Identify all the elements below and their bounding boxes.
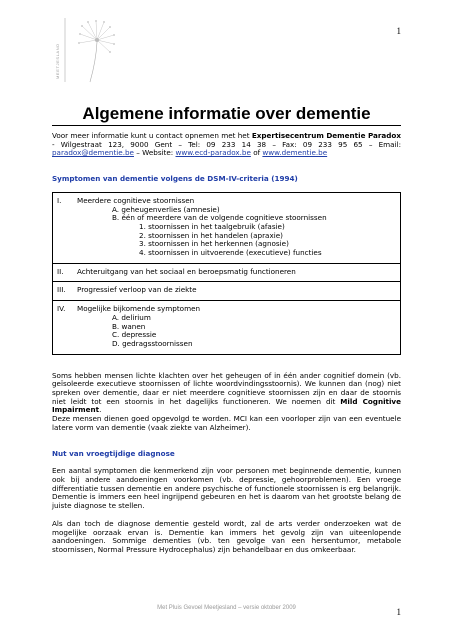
diagnosis-heading: Nut van vroegtijdige diagnose [52,448,175,458]
diagnosis-paragraph-1: Een aantal symptomen die kenmerkend zijn voor personen met beginnende dementie, kunnen ook bij andere aandoeningen voorkomen (vb. depressie, gehoorproblemen). Een vroege differentiatie tussen dementie en andere psychische of functionele stoornissen is erg belangrijk. Dementie is immers een heel ingrijpend gebeuren en het is daarom van het grootste belang de juiste diagnose te stellen. [52,466,401,511]
criteria-item: B. één of meerdere van de volgende cognitieve stoornissen [112,213,327,223]
page-number-bottom: 1 [396,607,401,617]
contact-org: Expertisecentrum Dementie Paradox [251,131,401,140]
criteria-item: B. wanen [112,321,146,331]
svg-text:MEETJESLAND: MEETJESLAND [55,43,60,79]
title-block [52,104,401,126]
page-title: Algemene informatie over dementie [82,104,371,123]
email-link[interactable]: paradox@dementie.be [52,148,134,158]
criteria-item: D. gedragsstoornissen [112,338,193,348]
logo-text [52,18,64,80]
criteria-subitem: 3. stoornissen in het herkennen (agnosie) [139,239,289,249]
criteria-item: C. depressie [112,330,157,340]
criteria-subitem: 1. stoornissen in het taalgebruik (afasie) [139,221,285,231]
criteria-subitem: 2. stoornissen in het handelen (apraxie) [139,230,283,240]
title-divider [52,125,401,126]
mci-followup-paragraph: Deze mensen dienen goed opgevolgd te worden. MCI kan een voorloper zijn van een eventuele latere vorm van dementie (vaak ziekte van Alzheimer). [52,414,401,432]
mci-term: Mild Cognitive Impairment [52,396,401,415]
mci-paragraph: Soms hebben mensen lichte klachten over het geheugen of in één ander cognitief domein (vb. geïsoleerde executieve stoornissen of lichte woordvindingsstoornis). We kunnen dan (nog) niet spreken over dementie, daar er niet meerdere cognitieve stoornissen zijn en daar de stoornis niet leidt tot een stoornis in het dagelijks functioneren. We noemen dit Mild Cognitive Impairment. [52,370,401,415]
criteria-item: A. delirium [112,312,151,322]
website-link-paradox[interactable]: www.ecd-paradox.be [175,148,251,158]
criteria-row: I. Meerdere cognitieve stoornissen A. geheugenverlies (amnesie) B. één of meerdere van de volgende cognitieve stoornissen 1. stoornissen in het taalgebruik (afasie) 2. stoornissen in het handelen (apraxie) 3. stoornissen in het herkennen (agnosie) 4. stoornissen in uitvoerende (executieve) functies [53,192,401,263]
criteria-subitem: 4. stoornissen in uitvoerende (executieve) functies [139,248,322,258]
criteria-heading: Symptomen van dementie volgens de DSM-IV-criteria (1994) [52,174,298,184]
diagnosis-paragraph-2: Als dan toch de diagnose dementie gesteld wordt, zal de arts verder onderzoeken wat de mogelijke oorzaak ervan is. Dementie kan immers het gevolg zijn van uiteenlopende aandoeningen. Sommige dementies (vb. ten gevolge van een hersentumor, metabole stoornissen, Normal Pressure Hydrocephalus) zijn behandelbaar en dus omkeerbaar. [52,518,401,554]
criteria-row: II. Achteruitgang van het sociaal en beroepsmatig functioneren [53,263,401,282]
page-number-top: 1 [396,26,401,36]
document-body [52,132,401,555]
contact-paragraph: Voor meer informatie kunt u contact opnemen met het Expertisecentrum Dementie Paradox - Wilgestraat 123, 9000 Gent – Tel: 09 233 14 38 – Fax: 09 233 95 65 – Email: paradox@dementie.be – Website: www.ecd-paradox.be of www.dementie.be [52,131,401,158]
criteria-table [52,192,401,355]
page-footer: Met Pluis Gevoel Meetjesland – versie oktober 2009 [157,605,296,611]
website-link-dementie[interactable]: www.dementie.be [262,148,328,158]
criteria-row: III. Progressief verloop van de ziekte [53,282,401,301]
criteria-row: IV. Mogelijke bijkomende symptomen A. delirium B. wanen C. depressie D. gedragsstoornissen [53,301,401,355]
criteria-item: A. geheugenverlies (amnesie) [112,204,220,214]
